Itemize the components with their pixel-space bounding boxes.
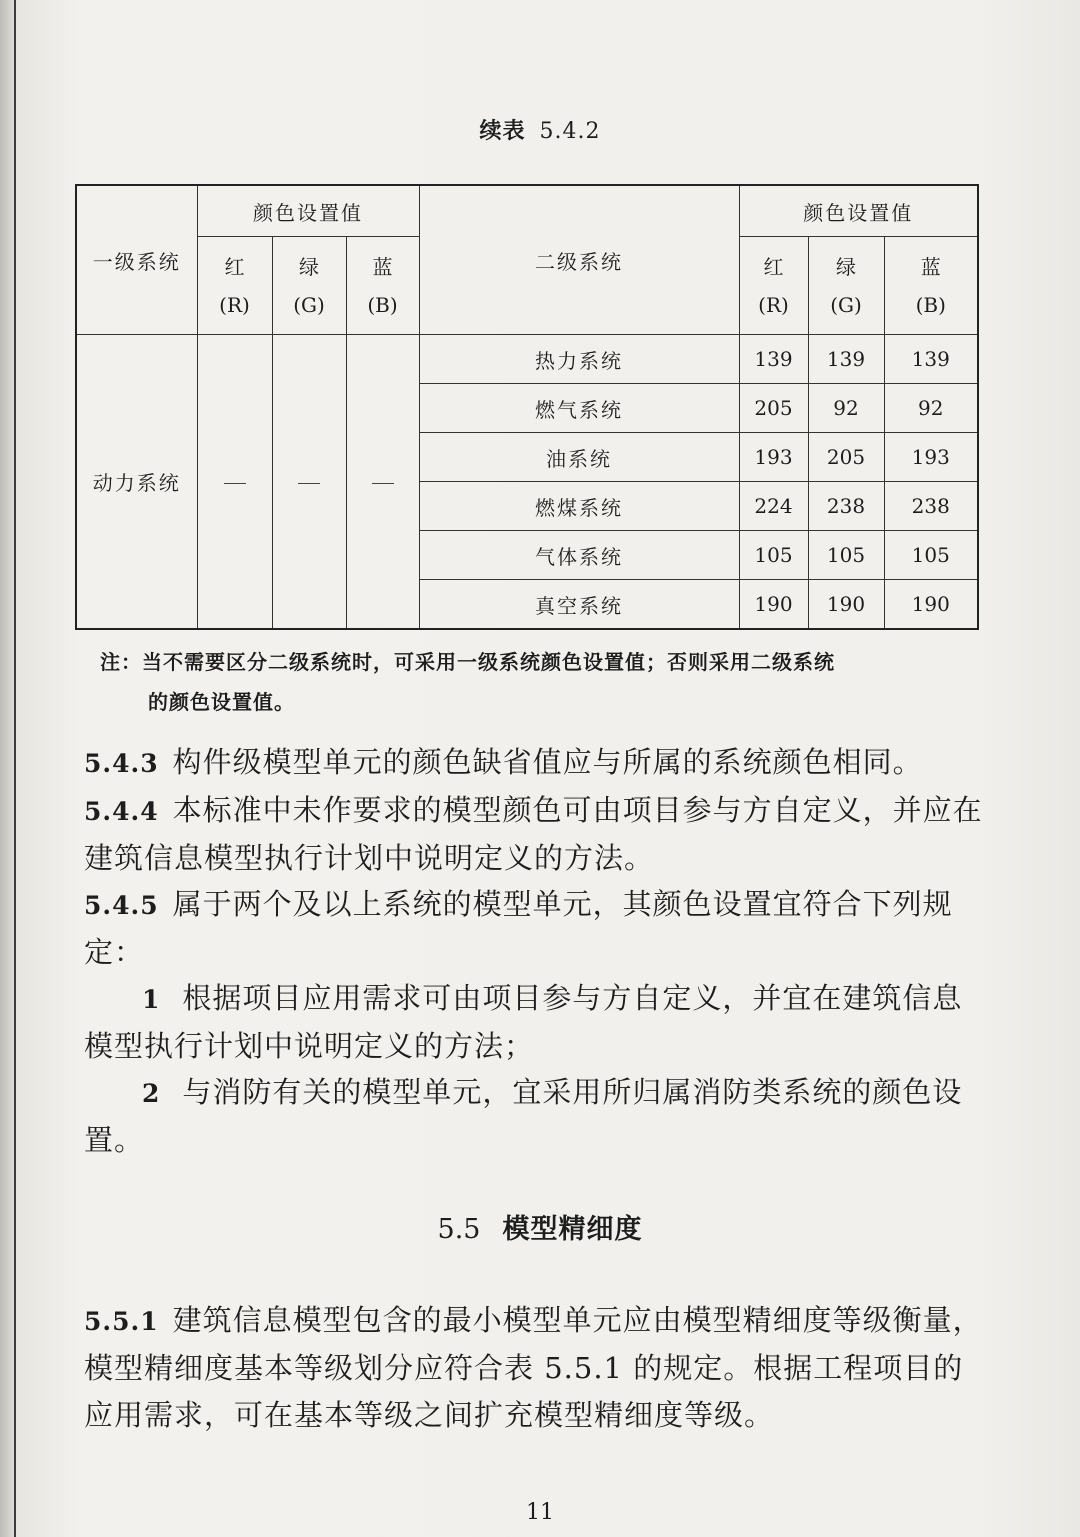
clause-5-4-3 <box>84 739 984 787</box>
section-name: 模型精细度 <box>502 1214 643 1245</box>
header-green-left: 绿 (G) <box>272 237 346 335</box>
red-value: 105 <box>739 531 808 580</box>
section-title <box>0 1207 1080 1246</box>
blue-value: 190 <box>884 580 978 630</box>
header-level2-system: 二级系统 <box>419 185 739 335</box>
blue-value: 92 <box>884 384 978 433</box>
item-text: 与消防有关的模型单元，宜采用所归属消防类系统的颜色设置。 <box>84 1075 963 1157</box>
level1-system-name: 动力系统 <box>76 335 197 630</box>
red-value: 205 <box>739 384 808 433</box>
red-value: 224 <box>739 482 808 531</box>
level2-system-name: 燃气系统 <box>419 384 739 433</box>
level2-system-name: 真空系统 <box>419 580 739 630</box>
clause-text: 构件级模型单元的颜色缺省值应与所属的系统颜色相同。 <box>172 745 923 779</box>
page-binding-edge <box>0 0 14 1537</box>
red-value: 190 <box>739 580 808 630</box>
header-blue-left: 蓝 (B) <box>346 237 419 335</box>
clause-number: 5.5.1 <box>84 1307 159 1336</box>
level2-system-name: 气体系统 <box>419 531 739 580</box>
note-line-2: 的颜色设置值。 <box>148 690 295 714</box>
clause-5-5-1 <box>84 1297 984 1439</box>
clause-5-4-5-item-1 <box>84 975 984 1069</box>
green-value: 205 <box>808 433 884 482</box>
table-row <box>76 335 978 384</box>
table-note <box>100 642 980 722</box>
header-red-left: 红 (R) <box>197 237 272 335</box>
clause-5-4-5-item-2 <box>84 1069 984 1163</box>
level1-blue-value <box>346 335 419 630</box>
header-red-right: 红 (R) <box>739 237 808 335</box>
blue-value: 193 <box>884 433 978 482</box>
item-text: 根据项目应用需求可由项目参与方自定义，并宜在建筑信息模型执行计划中说明定义的方法； <box>84 981 963 1063</box>
clause-number: 5.4.5 <box>84 891 159 920</box>
section-number: 5.5 <box>437 1214 481 1245</box>
blue-value: 105 <box>884 531 978 580</box>
clause-number: 5.4.4 <box>84 797 159 826</box>
level2-system-name: 热力系统 <box>419 335 739 384</box>
green-value: 238 <box>808 482 884 531</box>
clause-text: 属于两个及以上系统的模型单元，其颜色设置宜符合下列规定： <box>84 887 953 969</box>
header-color-group-left: 颜色设置值 <box>197 185 419 237</box>
note-line-1: 注：当不需要区分二级系统时，可采用一级系统颜色设置值；否则采用二级系统 <box>100 650 835 674</box>
blue-value: 238 <box>884 482 978 531</box>
green-value: 139 <box>808 335 884 384</box>
level1-red-value <box>197 335 272 630</box>
table-title-label: 续表 <box>479 118 526 144</box>
level2-system-name: 燃煤系统 <box>419 482 739 531</box>
header-level1-system: 一级系统 <box>76 185 197 335</box>
item-number: 1 <box>142 985 161 1014</box>
clause-text: 本标准中未作要求的模型颜色可由项目参与方自定义，并应在建筑信息模型执行计划中说明定义的方法。 <box>84 793 983 875</box>
green-value: 105 <box>808 531 884 580</box>
green-value: 190 <box>808 580 884 630</box>
color-settings-table <box>75 184 979 630</box>
clause-number: 5.4.3 <box>84 749 159 778</box>
level1-green-value <box>272 335 346 630</box>
clause-5-4-4 <box>84 787 984 881</box>
green-value: 92 <box>808 384 884 433</box>
header-green-right: 绿 (G) <box>808 237 884 335</box>
level2-system-name: 油系统 <box>419 433 739 482</box>
header-color-group-right: 颜色设置值 <box>739 185 978 237</box>
table-header-row <box>76 185 978 237</box>
blue-value: 139 <box>884 335 978 384</box>
red-value: 193 <box>739 433 808 482</box>
red-value: 139 <box>739 335 808 384</box>
page-number: 11 <box>526 1500 554 1525</box>
clause-text: 建筑信息模型包含的最小模型单元应由模型精细度等级衡量，模型精细度基本等级划分应符合表 5.5.1 的规定。根据工程项目的应用需求，可在基本等级之间扩充模型精细度等级。 <box>84 1303 983 1432</box>
header-blue-right: 蓝 (B) <box>884 237 978 335</box>
table-title-number: 5.4.2 <box>539 119 601 144</box>
clause-5-4-5 <box>84 881 984 975</box>
clauses-5-4 <box>84 739 984 1163</box>
table-title <box>0 114 1080 145</box>
item-number: 2 <box>142 1079 161 1108</box>
